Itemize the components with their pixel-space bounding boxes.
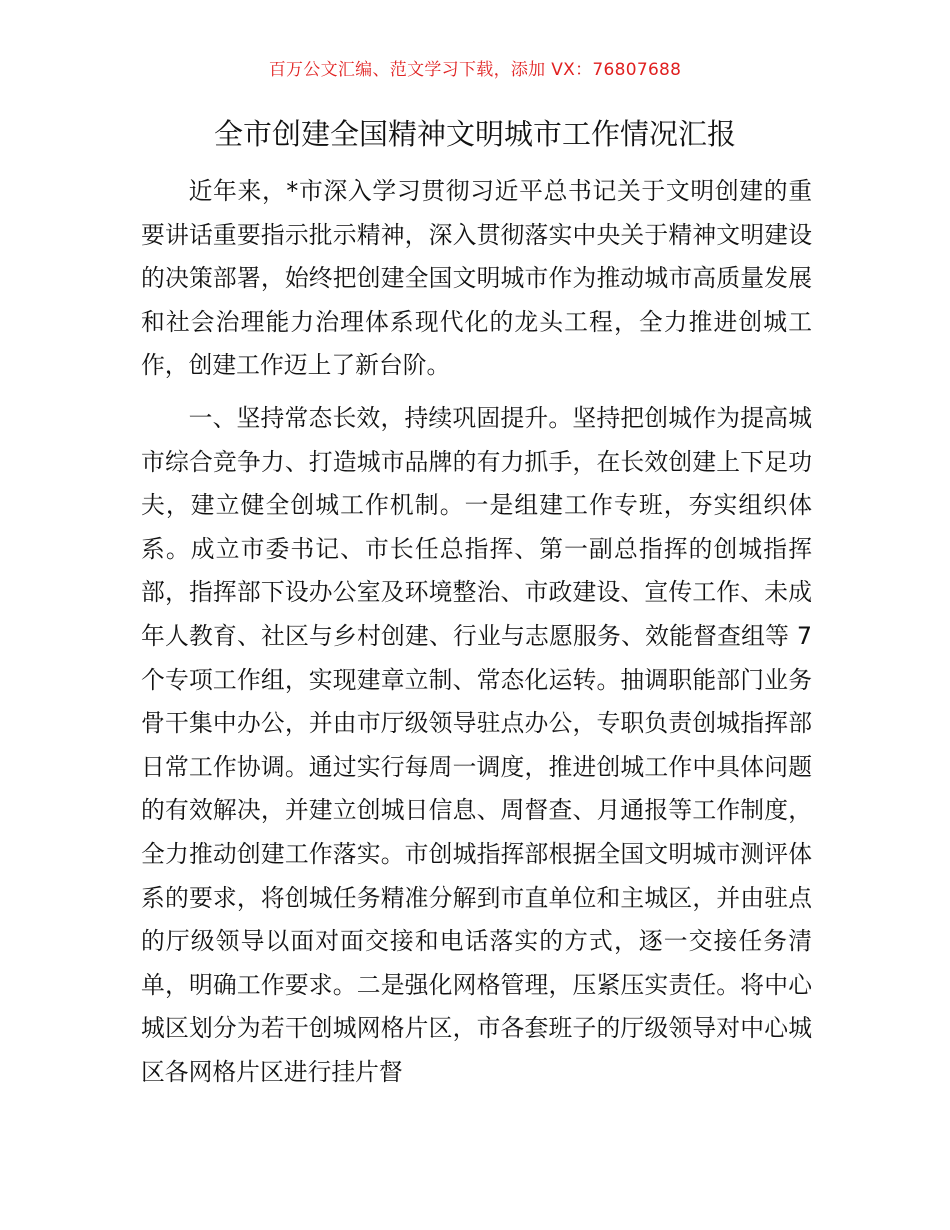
- document-title: 全市创建全国精神文明城市工作情况汇报: [213, 117, 736, 151]
- paragraph-intro: 近年来，*市深入学习贯彻习近平总书记关于文明创建的重要讲话重要指示批示精神，深入贯彻落实中央关于精神文明建设的决策部署，始终把创建全国文明城市作为推动城市高质量发展和社会治理能力治理体系现代化的龙头工程，全力推进创城工作，创建工作迈上了新台阶。: [141, 177, 812, 380]
- header-watermark-note: 百万公文汇编、范文学习下载，添加 VX：76807688: [268, 60, 682, 80]
- document-body: [141, 170, 812, 1094]
- paragraph-section-one: 一、坚持常态长效，持续巩固提升。坚持把创城作为提高城市综合竞争力、打造城市品牌的有力抓手，在长效创建上下足功夫，建立健全创城工作机制。一是组建工作专班，夯实组织体系。成立市委书记、市长任总指挥、第一副总指挥的创城指挥部，指挥部下设办公室及环境整治、市政建设、宣传工作、未成年人教育、社区与乡村创建、行业与志愿服务、效能督查组等 7 个专项工作组，实现建章立制、常态化运转。抽调职能部门业务骨干集中办公，并由市厅级领导驻点办公，专职负责创城指挥部日常工作协调。通过实行每周一调度，推进创城工作中具体问题的有效解决，并建立创城日信息、周督查、月通报等工作制度，全力推动创建工作落实。市创城指挥部根据全国文明城市测评体系的要求，将创城任务精准分解到市直单位和主城区，并由驻点的厅级领导以面对面交接和电话落实的方式，逐一交接任务清单，明确工作要求。二是强化网格管理，压紧压实责任。将中心城区划分为若干创城网格片区，市各套班子的厅级领导对中心城区各网格片区进行挂片督: [141, 403, 812, 1086]
